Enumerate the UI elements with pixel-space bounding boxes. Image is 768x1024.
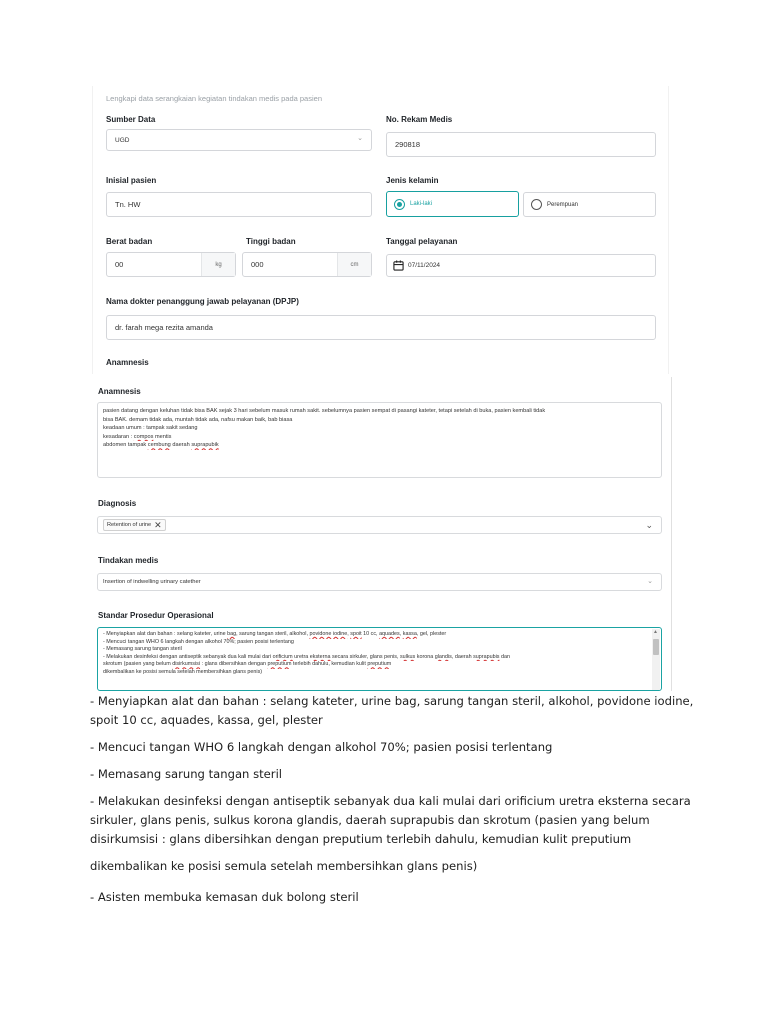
- spellcheck-word: disirkumsisi: [172, 661, 201, 668]
- spellcheck-word: cembung: [147, 442, 171, 449]
- form-subtitle: Lengkapi data serangkaian kegiatan tindakan medis pada pasien: [106, 94, 322, 103]
- anamnesis-label-top: Anamnesis: [106, 358, 149, 367]
- berat-badan-label: Berat badan: [106, 237, 153, 246]
- scroll-up-icon[interactable]: ▲: [653, 629, 658, 635]
- text-segment: secara sirkuler, glans penis,: [330, 653, 400, 660]
- spellcheck-word: spoit: [350, 631, 362, 637]
- jenis-kelamin-label: Jenis kelamin: [386, 176, 439, 185]
- sop-line: - Mencuci tangan WHO 6 langkah dengan alkohol 70%; pasien posisi terlentang: [103, 638, 294, 645]
- text-segment: dan: [499, 653, 510, 660]
- text-segment: ,: [399, 631, 403, 637]
- tanggal-pelayanan-value: 07/11/2024: [408, 262, 441, 269]
- text-segment: terlebih dahulu, kemudian kulit: [291, 661, 368, 668]
- spellcheck-word: aquades: [379, 631, 400, 637]
- sop-line: [103, 661, 647, 669]
- text-segment: abdomen tampak: [103, 442, 148, 449]
- no-rekam-medis-label: No. Rekam Medis: [386, 115, 453, 124]
- scrollbar-thumb[interactable]: [653, 639, 659, 655]
- anamnesis-line: [103, 433, 656, 442]
- text-segment: - Menyiapkan alat dan bahan : selang kateter, urine: [103, 631, 228, 637]
- chevron-down-icon: ⌄: [645, 520, 653, 530]
- spellcheck-word: sulkus: [399, 653, 416, 660]
- close-icon[interactable]: ✕: [154, 520, 162, 530]
- text-segment: - Melakukan desinfeksi dengan antiseptik sebanyak dua kali mulai dari: [103, 653, 273, 660]
- calendar-icon[interactable]: [393, 260, 404, 271]
- spellcheck-word: povidone iodine: [309, 631, 348, 637]
- doc-paragraph: dikembalikan ke posisi semula setelah membersihkan glans penis): [90, 859, 478, 873]
- inisial-pasien-input[interactable]: [106, 192, 372, 217]
- spellcheck-word: preputium: [267, 661, 292, 668]
- anamnesis-line: keadaan umum : tampak sakit sedang: [103, 425, 198, 432]
- diagnosis-label: Diagnosis: [98, 499, 137, 508]
- diagnosis-tag: [103, 519, 166, 531]
- text-segment: , sarung tangan steril, alkohol,: [236, 631, 310, 637]
- berat-badan-value: 00: [115, 260, 124, 269]
- sop-label: Standar Prosedur Operasional: [98, 611, 214, 620]
- berat-badan-input[interactable]: [106, 252, 236, 277]
- diagnosis-select[interactable]: [97, 516, 662, 534]
- text-segment: skrotum (pasien yang belum: [103, 661, 173, 668]
- inisial-pasien-label: Inisial pasien: [106, 176, 157, 185]
- radio-icon: [394, 199, 405, 210]
- tinggi-badan-unit: cm: [337, 253, 371, 276]
- text-segment: : glans dibersihkan dengan: [200, 661, 268, 668]
- spellcheck-word: orificium: [272, 653, 293, 660]
- spellcheck-word: suprapubis: [473, 653, 500, 660]
- anamnesis-textarea[interactable]: [97, 402, 662, 478]
- text-segment: uretra: [292, 653, 310, 660]
- tinggi-badan-value: 000: [251, 260, 264, 269]
- sumber-data-value: UGD: [115, 136, 130, 144]
- chevron-down-icon: ⌄: [357, 135, 363, 142]
- text-segment: daerah: [170, 442, 192, 449]
- sumber-data-label: Sumber Data: [106, 115, 156, 124]
- spellcheck-word: eksterna: [309, 653, 331, 660]
- sop-line: [103, 631, 647, 639]
- form-top-screenshot: [92, 86, 669, 374]
- sumber-data-select[interactable]: [106, 129, 372, 151]
- spellcheck-word: glandis: [434, 653, 452, 660]
- chevron-down-icon: ⌄: [647, 578, 653, 585]
- no-rekam-medis-input[interactable]: [386, 132, 656, 157]
- doc-paragraph: - Menyiapkan alat dan bahan : selang kateter, urine bag, sarung tangan steril, alkohol, povidone iodine, spoit 10 cc, aquades, kassa, gel, plester: [90, 694, 694, 727]
- radio-perempuan[interactable]: [523, 192, 656, 217]
- sop-scrollbar[interactable]: [652, 629, 660, 691]
- text-segment: , daerah: [451, 653, 474, 660]
- no-rekam-medis-value: 290818: [395, 140, 421, 149]
- radio-icon: [531, 199, 542, 210]
- doc-paragraph: - Asisten membuka kemasan duk bolong steril: [90, 890, 359, 904]
- doc-paragraph: - Mencuci tangan WHO 6 langkah dengan alkohol 70%; pasien posisi terlentang: [90, 740, 553, 754]
- tinggi-badan-input[interactable]: [242, 252, 372, 277]
- sop-textarea[interactable]: [97, 627, 662, 691]
- radio-laki-laki-label: Laki-laki: [410, 201, 433, 207]
- inisial-pasien-value: Tn. HW: [115, 200, 141, 209]
- text-segment: kesadaran :: [103, 433, 134, 440]
- dpjp-input[interactable]: [106, 315, 656, 340]
- text-segment: ,: [347, 631, 351, 637]
- spellcheck-word: compos: [133, 433, 154, 440]
- radio-perempuan-label: Perempuan: [547, 201, 579, 208]
- berat-badan-unit: kg: [201, 253, 235, 276]
- spellcheck-word: bag: [227, 631, 237, 637]
- tinggi-badan-label: Tinggi badan: [246, 237, 296, 246]
- tindakan-medis-select[interactable]: [97, 573, 662, 591]
- tindakan-medis-value: Insertion of indwelling urinary catether: [103, 579, 201, 585]
- anamnesis-line: pasien datang dengan keluhan tidak bisa BAK sejak 3 hari sebelum masuk rumah sakit. sebelumnya pasien sempat di pasangi kateter, tetapi setelah di buka, pasien kembali tidak: [103, 408, 546, 414]
- text-segment: mentis: [153, 433, 172, 440]
- diagnosis-tag-label: Retention of urine: [107, 522, 152, 528]
- document-body: [90, 692, 710, 915]
- tanggal-pelayanan-input[interactable]: [386, 254, 656, 277]
- spellcheck-word: suprapubik: [191, 442, 219, 449]
- form-bottom-screenshot: [92, 377, 672, 691]
- text-segment: korona: [415, 653, 435, 660]
- text-segment: 10 cc,: [361, 631, 380, 637]
- anamnesis-line: bisa BAK. demam tidak ada, muntah tidak ada, nafsu makan baik, bab biasa: [103, 416, 293, 423]
- dpjp-label: Nama dokter penanggung jawab pelayanan (DPJP): [106, 297, 299, 306]
- tanggal-pelayanan-label: Tanggal pelayanan: [386, 237, 458, 246]
- text-segment: , gel, plester: [416, 631, 447, 637]
- doc-paragraph: - Melakukan desinfeksi dengan antiseptik sebanyak dua kali mulai dari orificium uretra eksterna secara sirkuler, glans penis, sulkus korona glandis, daerah suprapubis dan skrotum (pasien yang belum disirkumsisi : glans dibersihkan dengan preputium terlebih dahulu, kemudian kulit preputium: [90, 794, 691, 846]
- spellcheck-word: preputium: [367, 661, 392, 668]
- sop-line: - Memasang sarung tangan steril: [103, 646, 182, 653]
- anamnesis-label: Anamnesis: [98, 387, 141, 396]
- radio-laki-laki[interactable]: [386, 191, 519, 217]
- sop-line: dikembalikan ke posisi semula setelah membersihkan glans penis): [103, 668, 263, 675]
- tindakan-medis-label: Tindakan medis: [98, 556, 159, 565]
- sop-line: [103, 654, 647, 662]
- anamnesis-line: [103, 441, 656, 450]
- spellcheck-word: kassa: [402, 631, 417, 637]
- dpjp-value: dr. farah mega rezita amanda: [115, 323, 213, 332]
- doc-paragraph: - Memasang sarung tangan steril: [90, 767, 283, 781]
